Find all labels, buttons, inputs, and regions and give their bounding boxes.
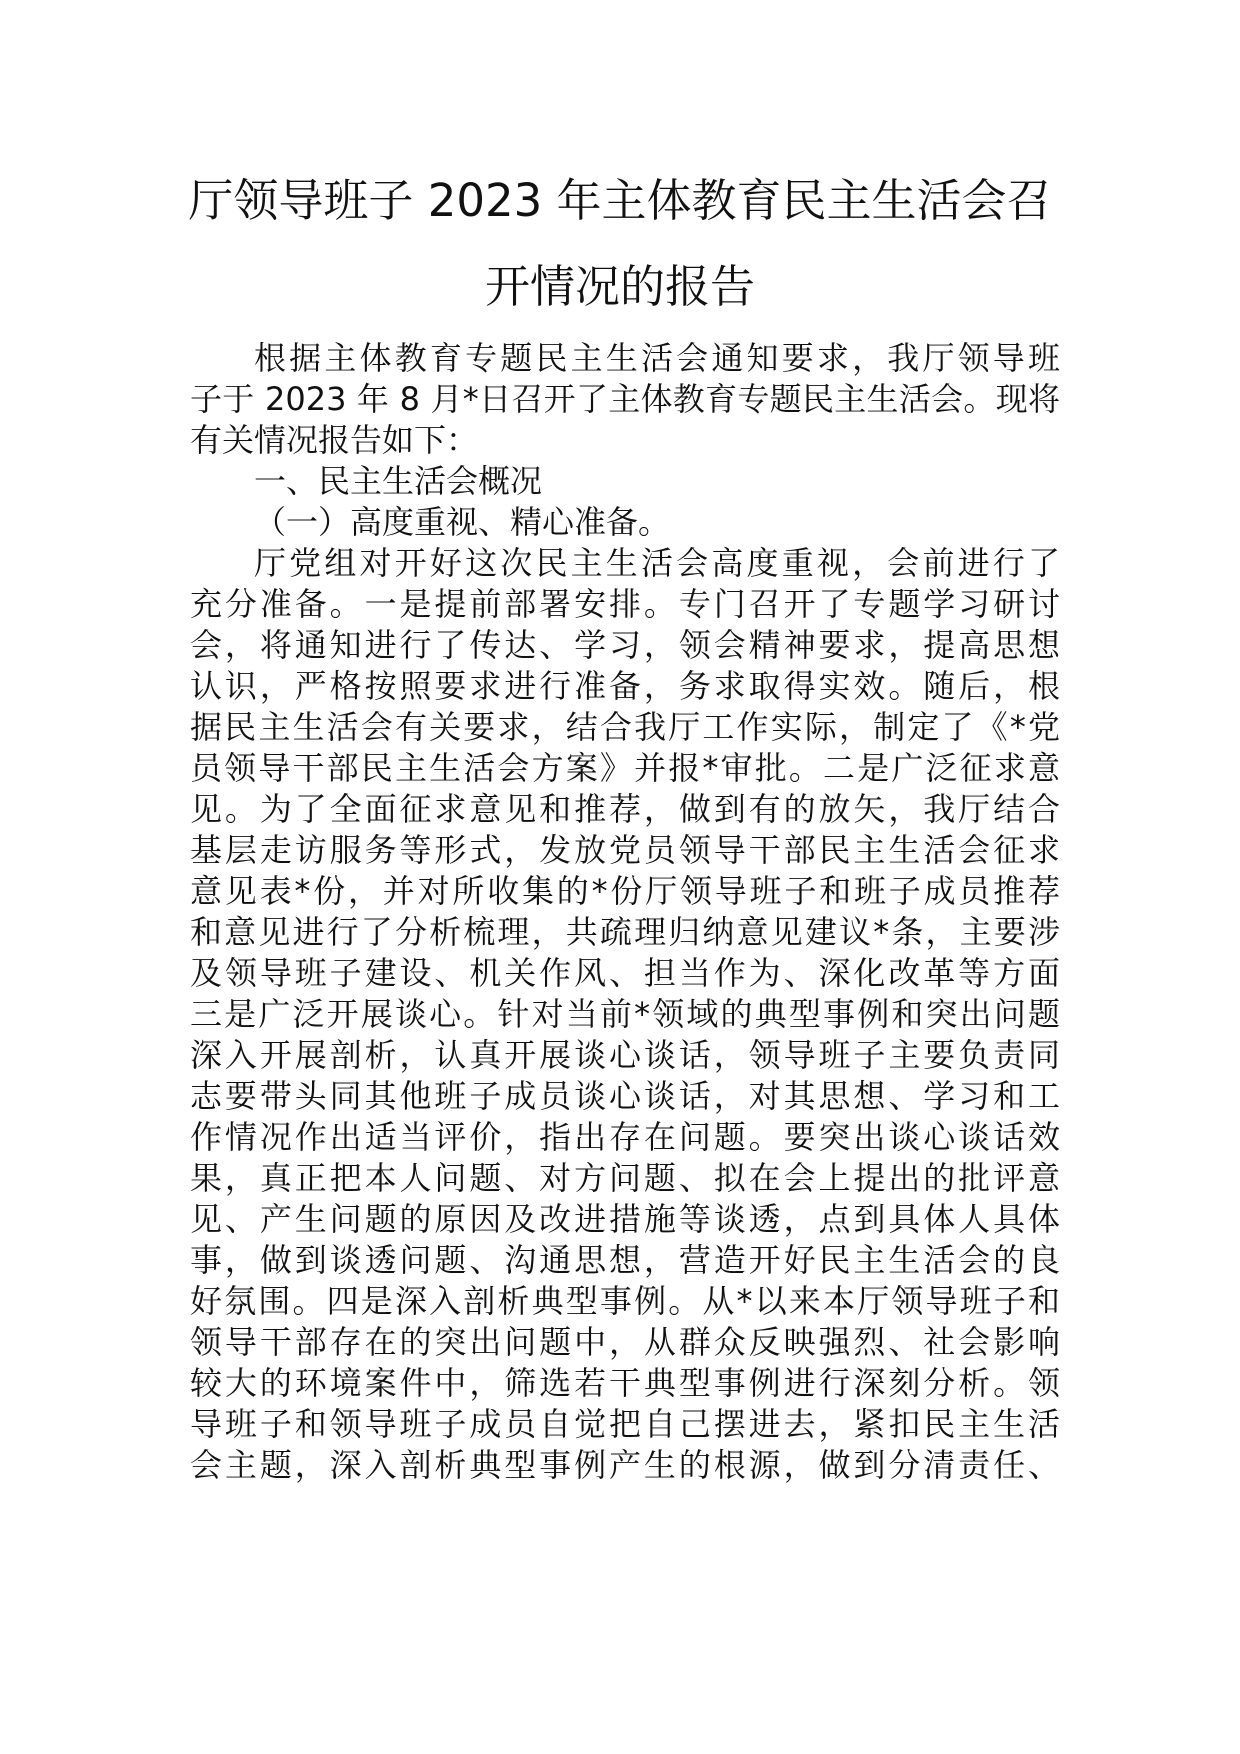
subsection-heading: （一）高度重视、精心准备。: [254, 503, 671, 541]
body-line: 导班子和领导班子成员自觉把自己摆进去，紧扣民主生活: [190, 1405, 1060, 1443]
section-heading: 一、民主生活会概况: [254, 462, 543, 500]
body-line: 见、产生问题的原因及改进措施等谈透，点到具体人具体: [190, 1200, 1060, 1238]
body-line: 充分准备。一是提前部署安排。专门召开了专题学习研讨: [190, 585, 1060, 623]
body-line: 子于 2023 年 8 月*日召开了主体教育专题民主生活会。现将: [190, 380, 1060, 418]
body-line: 会主题，深入剖析典型事例产生的根源，做到分清责任、: [190, 1446, 1060, 1484]
body-line: 见。为了全面征求意见和推荐，做到有的放矢，我厅结合: [190, 790, 1060, 828]
body-line: 志要带头同其他班子成员谈心谈话，对其思想、学习和工: [190, 1077, 1060, 1115]
body-line: 好氛围。四是深入剖析典型事例。从*以来本厅领导班子和: [190, 1282, 1060, 1320]
document-title-line-2: 开情况的报告: [484, 260, 755, 313]
body-line: 深入开展剖析，认真开展谈心谈话，领导班子主要负责同: [190, 1036, 1060, 1074]
body-line: 厅党组对开好这次民主生活会高度重视，会前进行了: [254, 544, 1060, 582]
body-line: 作情况作出适当评价，指出存在问题。要突出谈心谈话效: [190, 1118, 1060, 1156]
body-line: 有关情况报告如下：: [190, 421, 479, 459]
body-line: 三是广泛开展谈心。针对当前*领域的典型事例和突出问题: [190, 995, 1060, 1033]
body-line: 员领导干部民主生活会方案》并报*审批。二是广泛征求意: [190, 749, 1060, 787]
body-line: 较大的环境案件中，筛选若干典型事例进行深刻分析。领: [190, 1364, 1060, 1402]
body-line: 根据主体教育专题民主生活会通知要求，我厅领导班: [254, 339, 1060, 377]
body-line: 领导干部存在的突出问题中，从群众反映强烈、社会影响: [190, 1323, 1060, 1361]
body-line: 和意见进行了分析梳理，共疏理归纳意见建议*条，主要涉: [190, 913, 1060, 951]
body-line: 事，做到谈透问题、沟通思想，营造开好民主生活会的良: [190, 1241, 1060, 1279]
body-line: 基层走访服务等形式，发放党员领导干部民主生活会征求: [190, 831, 1060, 869]
body-line: 果，真正把本人问题、对方问题、拟在会上提出的批评意: [190, 1159, 1060, 1197]
body-line: 据民主生活会有关要求，结合我厅工作实际，制定了《*党: [190, 708, 1060, 746]
body-line: 认识，严格按照要求进行准备，务求取得实效。随后，根: [190, 667, 1060, 705]
document-body: [190, 338, 1060, 1486]
body-line: 意见表*份，并对所收集的*份厅领导班子和班子成员推荐: [190, 872, 1060, 910]
document-title-line-1: 厅领导班子 2023 年主体教育民主生活会召: [188, 174, 1052, 227]
body-line: 会，将通知进行了传达、学习，领会精神要求，提高思想: [190, 626, 1060, 664]
body-line: 及领导班子建设、机关作风、担当作为、深化改革等方面: [190, 954, 1060, 992]
